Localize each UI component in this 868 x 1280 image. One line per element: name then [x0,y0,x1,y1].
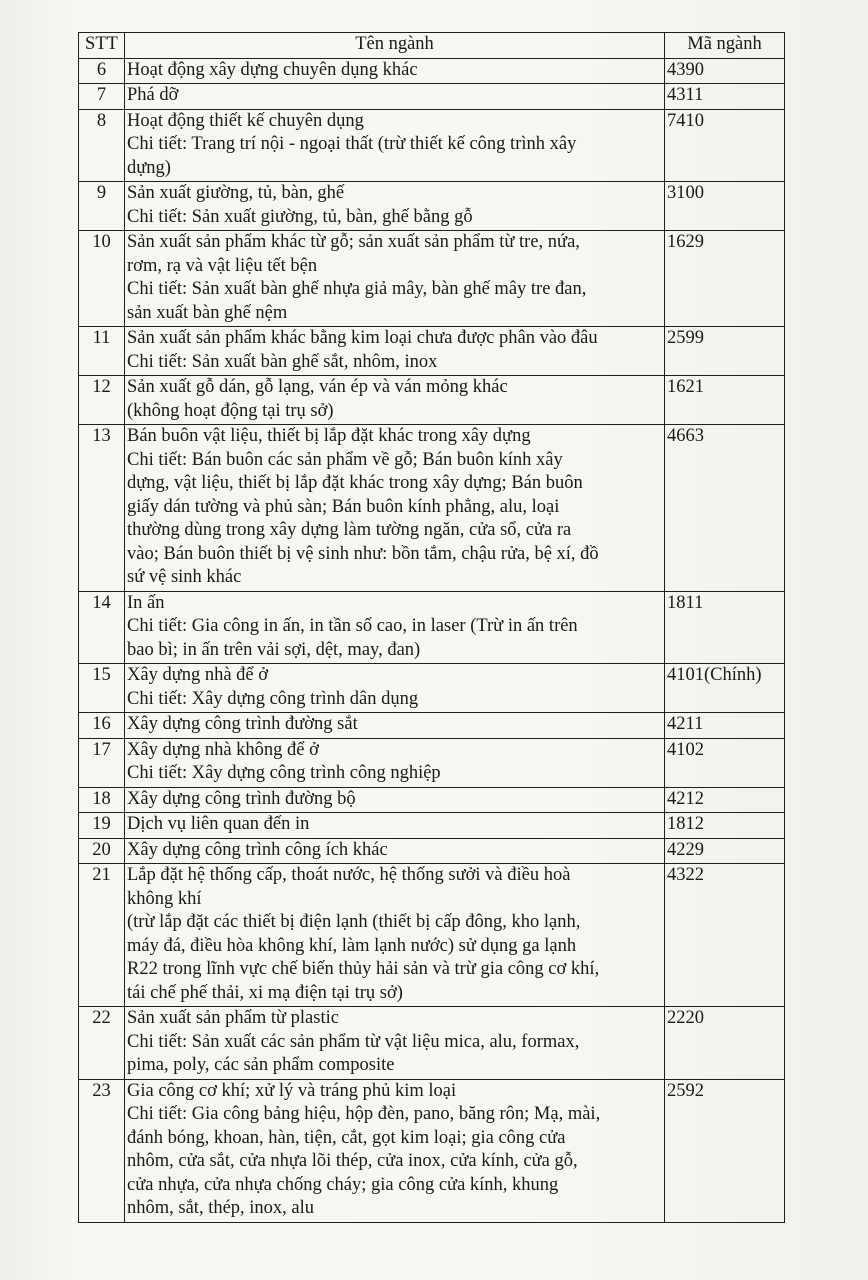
row-stt: 8 [79,109,125,182]
table-row [79,713,785,739]
row-stt: 10 [79,231,125,327]
row-name [125,376,665,425]
table-row [79,738,785,787]
row-name-line: R22 trong lĩnh vực chế biến thủy hải sản và trừ gia công cơ khí, [127,959,600,979]
row-code: 7410 [665,109,785,182]
table-row [79,109,785,182]
row-name-line: máy đá, điều hòa không khí, làm lạnh nước) sử dụng ga lạnh [127,935,577,956]
row-stt: 12 [79,376,125,425]
row-name-line: rơm, rạ và vật liệu tết bện [127,255,318,276]
row-name-line: không khí [127,888,202,909]
row-name-line: dựng) [127,157,171,178]
row-name-line: giấy dán tường và phủ sàn; Bán buôn kính phẳng, alu, loại [127,496,560,517]
row-stt: 7 [79,84,125,110]
row-name-line: Sản xuất sản phẩm khác bằng kim loại chưa được phân vào đâu [127,328,598,348]
row-name [125,864,665,1007]
row-code: 4663 [665,425,785,592]
table-row [79,182,785,231]
row-stt: 6 [79,58,125,84]
row-stt: 16 [79,713,125,739]
row-code: 4322 [665,864,785,1007]
row-name [125,838,665,864]
table-body [79,58,785,1222]
header-code: Mã ngành [665,33,785,59]
row-name-line: đánh bóng, khoan, hàn, tiện, cắt, gọt kim loại; gia công cửa [127,1127,566,1148]
row-name [125,813,665,839]
row-name-line: nhôm, cửa sắt, cửa nhựa lõi thép, cửa inox, cửa kính, cửa gỗ, [127,1151,578,1171]
row-name-line: dựng, vật liệu, thiết bị lắp đặt khác trong xây dựng; Bán buôn [127,473,583,493]
row-code: 1812 [665,813,785,839]
table-row [79,425,785,592]
row-name-line: tái chế phế thải, xi mạ điện tại trụ sở) [127,982,403,1003]
row-name [125,664,665,713]
row-name-line: Chi tiết: Xây dựng công trình dân dụng [127,688,419,709]
row-stt: 18 [79,787,125,813]
row-name-line: In ấn [127,592,165,613]
row-code: 1629 [665,231,785,327]
row-name-line: (không hoạt động tại trụ sở) [127,400,334,421]
row-name-line: Chi tiết: Sản xuất giường, tủ, bàn, ghế bằng gỗ [127,206,473,227]
row-stt: 17 [79,738,125,787]
row-code: 4211 [665,713,785,739]
row-name-line: Chi tiết: Xây dựng công trình công nghiệp [127,763,441,783]
row-code: 4101(Chính) [665,664,785,713]
row-stt: 15 [79,664,125,713]
row-name [125,327,665,376]
row-name-line: Sản xuất giường, tủ, bàn, ghế [127,183,345,203]
row-name [125,109,665,182]
table-row [79,1007,785,1080]
row-stt: 9 [79,182,125,231]
row-code: 2220 [665,1007,785,1080]
row-code: 1621 [665,376,785,425]
table-row [79,664,785,713]
row-name-line: Lắp đặt hệ thống cấp, thoát nước, hệ thống sưởi và điều hoà [127,865,571,885]
row-name-line: Xây dựng nhà không để ở [127,739,319,760]
row-stt: 13 [79,425,125,592]
table-header-row [79,33,785,59]
table-row [79,58,785,84]
row-code: 2599 [665,327,785,376]
row-name-line: sản xuất bàn ghế nệm [127,302,288,323]
row-name-line: vào; Bán buôn thiết bị vệ sinh như: bồn tắm, chậu rửa, bệ xí, đồ [127,543,599,564]
business-lines-table [78,32,785,1223]
row-name-line: Chi tiết: Gia công in ấn, in tần số cao, in laser (Trừ in ấn trên [127,616,578,636]
row-name-line: Phá dỡ [127,85,179,105]
table-row [79,376,785,425]
row-stt: 20 [79,838,125,864]
row-name-line: Chi tiết: Bán buôn các sản phẩm về gỗ; Bán buôn kính xây [127,449,563,470]
row-name-line: (trừ lắp đặt các thiết bị điện lạnh (thiết bị cấp đông, kho lạnh, [127,912,581,932]
row-name-line: Chi tiết: Gia công bảng hiệu, hộp đèn, pano, băng rôn; Mạ, mài, [127,1104,601,1124]
row-name-line: sứ vệ sinh khác [127,567,242,587]
row-name-line: Chi tiết: Sản xuất bàn ghế sắt, nhôm, inox [127,351,438,372]
row-name [125,1079,665,1222]
table-row [79,787,785,813]
row-stt: 22 [79,1007,125,1080]
row-name-line: Sản xuất sản phẩm từ plastic [127,1008,339,1028]
row-name-line: pima, poly, các sản phẩm composite [127,1055,395,1075]
row-name-line: cửa nhựa, cửa nhựa chống cháy; gia công cửa kính, khung [127,1174,559,1195]
table-row [79,864,785,1007]
row-name [125,1007,665,1080]
table-row [79,813,785,839]
row-stt: 23 [79,1079,125,1222]
table-row [79,231,785,327]
row-code: 3100 [665,182,785,231]
row-name [125,713,665,739]
header-name: Tên ngành [125,33,665,59]
row-name-line: Gia công cơ khí; xử lý và tráng phủ kim loại [127,1080,457,1101]
row-name-line: Hoạt động thiết kế chuyên dụng [127,110,364,131]
row-name-line: Dịch vụ liên quan đến in [127,814,310,834]
row-name-line: Xây dựng công trình công ích khác [127,839,388,860]
row-code: 4311 [665,84,785,110]
row-name-line: bao bì; in ấn trên vải sợi, dệt, may, đan) [127,639,421,660]
row-name-line: Chi tiết: Sản xuất bàn ghế nhựa giả mây, bàn ghế mây tre đan, [127,279,587,299]
row-name-line: nhôm, sắt, thép, inox, alu [127,1198,315,1218]
row-name [125,591,665,664]
row-stt: 14 [79,591,125,664]
row-code: 2592 [665,1079,785,1222]
row-name [125,738,665,787]
row-name-line: Chi tiết: Trang trí nội - ngoại thất (trừ thiết kế công trình xây [127,134,577,154]
row-name-line: Chi tiết: Sản xuất các sản phẩm từ vật liệu mica, alu, formax, [127,1031,580,1052]
table-row [79,838,785,864]
row-stt: 21 [79,864,125,1007]
row-name-line: Sản xuất gỗ dán, gỗ lạng, ván ép và ván mỏng khác [127,377,508,397]
row-name-line: thường dùng trong xây dựng làm tường ngăn, cửa sổ, cửa ra [127,520,572,540]
row-stt: 19 [79,813,125,839]
row-name [125,787,665,813]
row-code: 4229 [665,838,785,864]
row-stt: 11 [79,327,125,376]
row-code: 4212 [665,787,785,813]
row-name [125,425,665,592]
row-name [125,84,665,110]
row-name [125,231,665,327]
header-stt: STT [79,33,125,59]
table-row [79,84,785,110]
row-name-line: Xây dựng công trình đường sắt [127,714,358,734]
table-row [79,591,785,664]
row-name-line: Xây dựng công trình đường bộ [127,788,356,809]
table-row [79,1079,785,1222]
table-row [79,327,785,376]
row-code: 1811 [665,591,785,664]
row-name-line: Xây dựng nhà để ở [127,665,269,685]
row-code: 4390 [665,58,785,84]
row-name-line: Sản xuất sản phẩm khác từ gỗ; sản xuất sản phẩm từ tre, nứa, [127,232,580,252]
row-code: 4102 [665,738,785,787]
row-name-line: Hoạt động xây dựng chuyên dụng khác [127,59,418,80]
row-name-line: Bán buôn vật liệu, thiết bị lắp đặt khác trong xây dựng [127,426,531,446]
row-name [125,182,665,231]
row-name [125,58,665,84]
